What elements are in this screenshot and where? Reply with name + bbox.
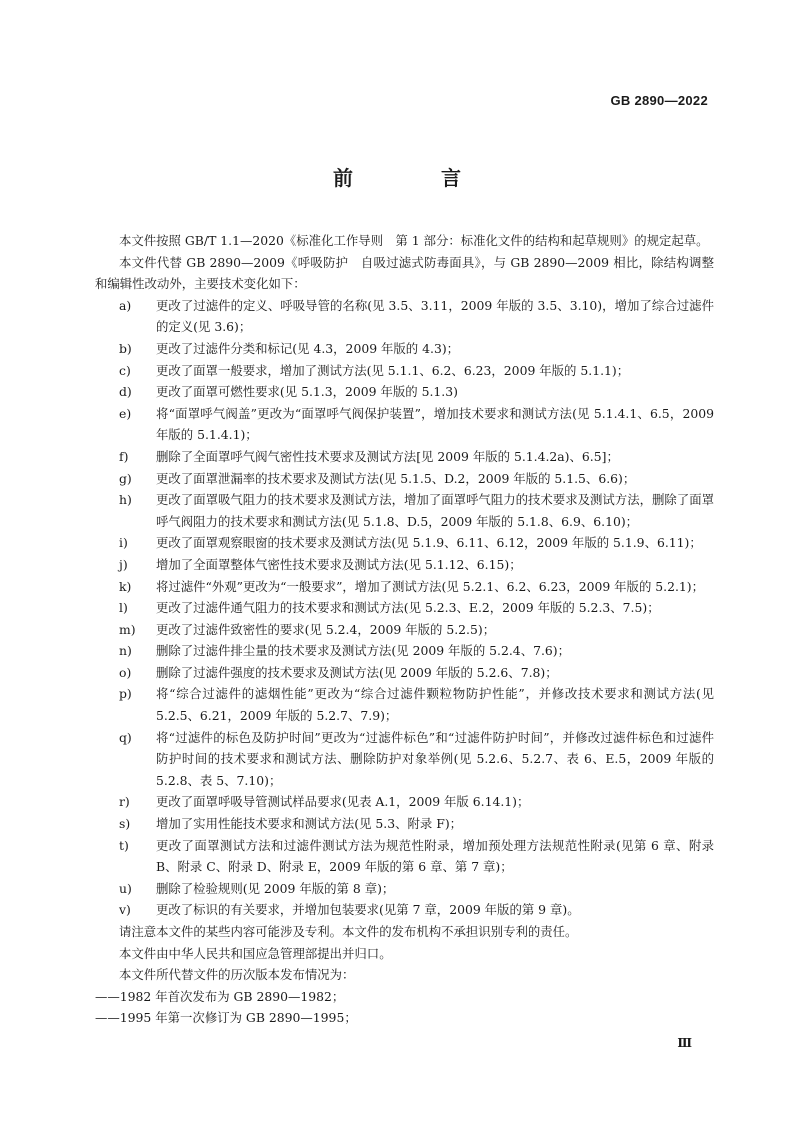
list-item-label: h) bbox=[119, 492, 132, 508]
list-item-label: o) bbox=[119, 664, 132, 680]
list-item bbox=[95, 791, 714, 813]
list-item-label: l) bbox=[119, 600, 128, 616]
document-body bbox=[95, 230, 714, 1029]
list-item-label: i) bbox=[119, 535, 128, 551]
list-item-text: 更改了面罩测试方法和过滤件测试方法为规范性附录，增加预处理方法规范性附录(见第 6 章、附录 B、附录 C、附录 D、附录 E，2009 年版的第 6 章、第 7 章)； bbox=[156, 837, 714, 875]
list-item-text: 更改了过滤件致密性的要求(见 5.2.4，2009 年版的 5.2.5)； bbox=[156, 621, 496, 637]
history-intro: 本文件所代替文件的历次版本发布情况为： bbox=[119, 967, 355, 983]
list-item-text: 将过滤件“外观”更改为“一般要求”，增加了测试方法(见 5.2.1、6.2、6.23，2009 年版的 5.2.1)； bbox=[156, 578, 705, 594]
list-item-text: 更改了面罩一般要求，增加了测试方法(见 5.1.1、6.2、6.23，2009 年版的 5.1.1)； bbox=[156, 362, 630, 378]
list-item-label: j) bbox=[119, 556, 128, 572]
list-item bbox=[95, 446, 714, 468]
list-item bbox=[95, 727, 714, 792]
list-item bbox=[95, 554, 714, 576]
list-item-text: 增加了全面罩整体气密性技术要求及测试方法(见 5.1.12、6.15)； bbox=[156, 556, 522, 572]
list-item-text: 删除了检验规则(见 2009 年版的第 8 章)； bbox=[156, 880, 395, 896]
changes-list bbox=[95, 295, 714, 921]
list-item bbox=[95, 489, 714, 532]
proposer-statement: 本文件由中华人民共和国应急管理部提出并归口。 bbox=[119, 945, 392, 961]
list-item-text: 将“面罩呼气阀盖”更改为“面罩呼气阀保护装置”，增加技术要求和测试方法(见 5.1.4.1、6.5，2009 年版的 5.1.4.1)； bbox=[156, 405, 714, 443]
list-item-text: 删除了过滤件排尘量的技术要求及测试方法(见 2009 年版的 5.2.4、7.6)； bbox=[156, 643, 571, 659]
list-item-label: c) bbox=[119, 362, 131, 378]
list-item bbox=[95, 640, 714, 662]
list-item-label: p) bbox=[119, 686, 132, 702]
list-item-label: k) bbox=[119, 578, 132, 594]
list-item bbox=[95, 899, 714, 921]
list-item-text: 更改了面罩泄漏率的技术要求及测试方法(见 5.1.5、D.2，2009 年版的 5.1.5、6.6)； bbox=[156, 470, 636, 486]
list-item-label: m) bbox=[119, 621, 136, 637]
intro-paragraph-2: 本文件代替 GB 2890—2009《呼吸防护 自吸过滤式防毒面具》，与 GB 2890—2009 相比，除结构调整和编辑性改动外，主要技术变化如下： bbox=[95, 254, 714, 292]
list-item bbox=[95, 619, 714, 641]
list-item-text: 更改了面罩观察眼窗的技术要求及测试方法(见 5.1.9、6.11、6.12，2009 年版的 5.1.9、6.11)； bbox=[156, 535, 702, 551]
list-item-text: 将“过滤件的标色及防护时间”更改为“过滤件标色”和“过滤件防护时间”，并修改过滤件标色和过滤件防护时间的技术要求和测试方法、删除防护对象举例(见 5.2.6、5.2.7、表 6、E.5，2009 年版的 5.2.8、表 5、7.10)； bbox=[156, 729, 714, 788]
list-item bbox=[95, 597, 714, 619]
list-item-label: t) bbox=[119, 837, 129, 853]
list-item-text: 更改了标识的有关要求，并增加包装要求(见第 7 章，2009 年版的第 9 章)。 bbox=[156, 902, 580, 918]
list-item-text: 将“综合过滤件的滤烟性能”更改为“综合过滤件颗粒物防护性能”，并修改技术要求和测试方法(见 5.2.5、6.21，2009 年版的 5.2.7、7.9)； bbox=[156, 686, 714, 724]
list-item-text: 更改了面罩可燃性要求(见 5.1.3，2009 年版的 5.1.3) bbox=[156, 384, 458, 400]
intro-paragraph-1: 本文件按照 GB/T 1.1—2020《标准化工作导则 第 1 部分：标准化文件的结构和起草规则》的规定起草。 bbox=[119, 233, 709, 248]
page-number: Ⅲ bbox=[677, 1036, 692, 1050]
list-item bbox=[95, 403, 714, 446]
list-item-text: 增加了实用性能技术要求和测试方法(见 5.3、附录 F)； bbox=[156, 816, 463, 832]
list-item bbox=[95, 878, 714, 900]
list-item bbox=[95, 813, 714, 835]
list-item-text: 删除了过滤件强度的技术要求及测试方法(见 2009 年版的 5.2.6、7.8)； bbox=[156, 664, 558, 680]
list-item-label: r) bbox=[119, 794, 130, 810]
patent-note: 请注意本文件的某些内容可能涉及专利。本文件的发布机构不承担识别专利的责任。 bbox=[119, 924, 578, 939]
list-item-text: 更改了过滤件分类和标记(见 4.3，2009 年版的 4.3)； bbox=[156, 340, 460, 356]
history-item: ——1982 年首次发布为 GB 2890—1982； bbox=[95, 988, 345, 1004]
list-item-text: 删除了全面罩呼气阀气密性技术要求及测试方法[见 2009 年版的 5.1.4.2a)、6.5]； bbox=[156, 448, 619, 464]
list-item-label: q) bbox=[119, 729, 132, 745]
list-item-label: v) bbox=[119, 902, 131, 918]
list-item bbox=[95, 338, 714, 360]
list-item bbox=[95, 683, 714, 726]
list-item-label: u) bbox=[119, 880, 132, 896]
list-item-label: s) bbox=[119, 816, 131, 832]
list-item bbox=[95, 468, 714, 490]
list-item bbox=[95, 835, 714, 878]
standard-code: GB 2890—2022 bbox=[610, 93, 708, 108]
list-item-label: d) bbox=[119, 384, 132, 400]
list-item-text: 更改了面罩吸气阻力的技术要求及测试方法，增加了面罩呼气阻力的技术要求及测试方法，删除了面罩呼气阀阻力的技术要求和测试方法(见 5.1.8、D.5，2009 年版的 5.1.8、6.9、6.10)； bbox=[156, 492, 714, 529]
list-item bbox=[95, 360, 714, 382]
list-item-label: e) bbox=[119, 405, 132, 421]
list-item-label: f) bbox=[119, 448, 129, 464]
list-item-label: a) bbox=[119, 297, 132, 313]
list-item-label: g) bbox=[119, 470, 132, 486]
list-item-label: b) bbox=[119, 340, 132, 356]
list-item bbox=[95, 576, 714, 598]
page-title: 前 言 bbox=[333, 166, 495, 190]
list-item-label: n) bbox=[119, 643, 132, 659]
list-item-text: 更改了面罩呼吸导管测试样品要求(见表 A.1，2009 年版 6.14.1)； bbox=[156, 794, 530, 810]
list-item-text: 更改了过滤件通气阻力的技术要求和测试方法(见 5.2.3、E.2，2009 年版的 5.2.3、7.5)； bbox=[156, 600, 660, 616]
history-item: ——1995 年第一次修订为 GB 2890—1995； bbox=[95, 1010, 357, 1026]
list-item bbox=[95, 295, 714, 338]
list-item bbox=[95, 532, 714, 554]
list-item bbox=[95, 662, 714, 684]
list-item bbox=[95, 381, 714, 403]
list-item-text: 更改了过滤件的定义、呼吸导管的名称(见 3.5、3.11，2009 年版的 3.5、3.10)，增加了综合过滤件的定义(见 3.6)； bbox=[156, 297, 714, 335]
